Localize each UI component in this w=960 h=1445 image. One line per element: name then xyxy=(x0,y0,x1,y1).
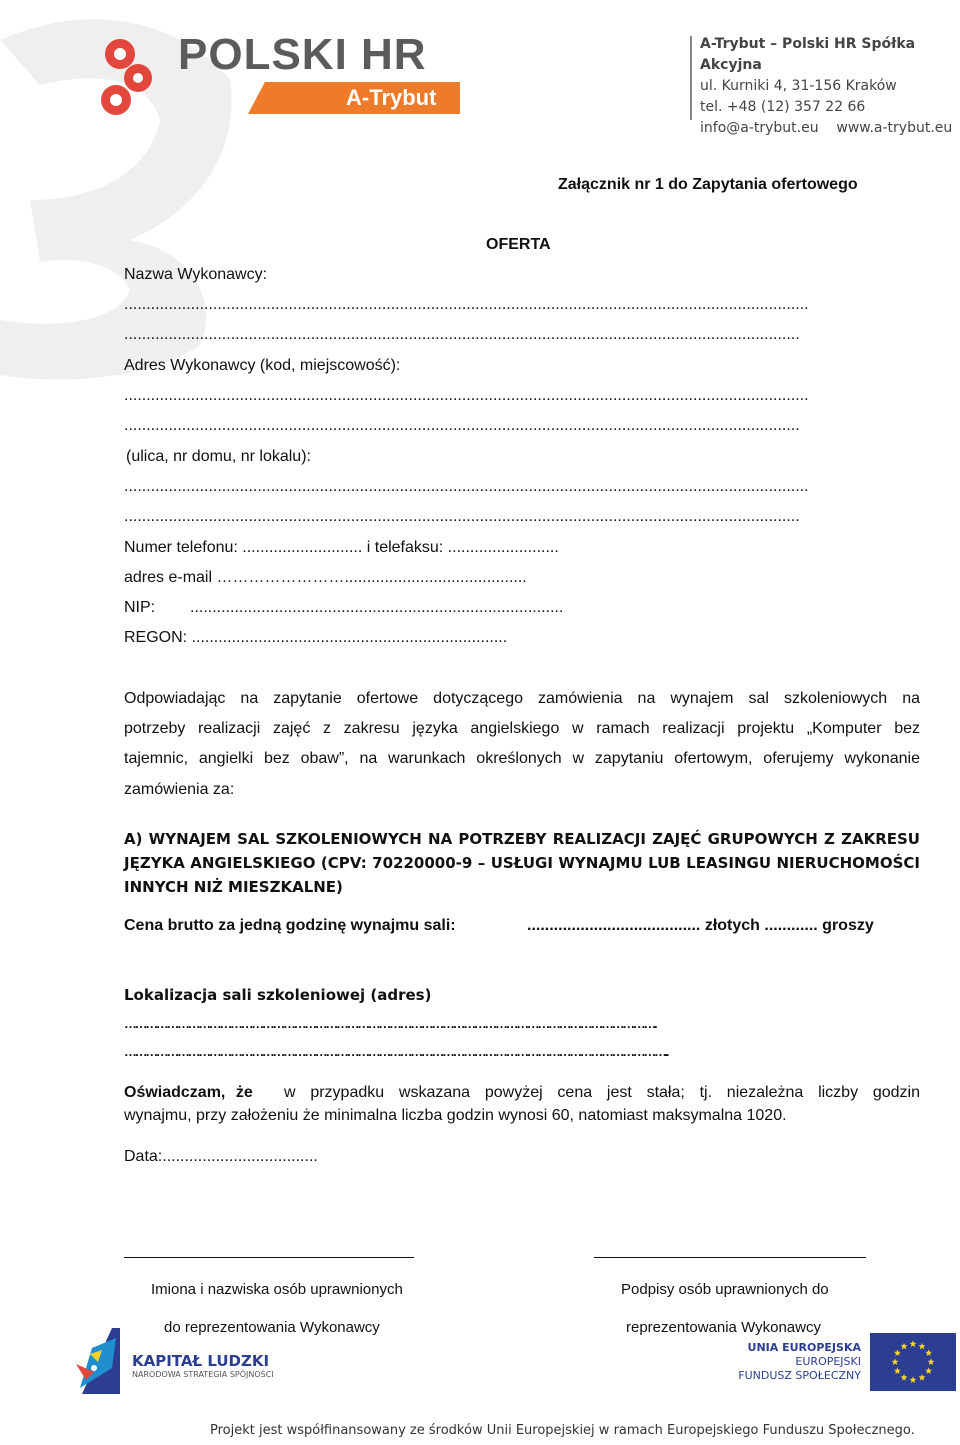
signature-left-label-2: do reprezentowania Wykonawcy xyxy=(164,1319,380,1336)
company-logo xyxy=(98,30,468,125)
eu-flag-icon xyxy=(870,1333,956,1391)
signature-line-right xyxy=(594,1257,866,1258)
nip-label: NIP: xyxy=(124,599,156,616)
eu-union-label: UNIA EUROPEJSKA xyxy=(747,1341,861,1354)
section-a-line-1: A) WYNAJEM SAL SZKOLENIOWYCH NA POTRZEBY REALIZACJI ZAJĘĆ GRUPOWYCH Z ZAKRESU xyxy=(124,830,920,848)
company-phone: tel. +48 (12) 357 22 66 xyxy=(700,99,866,115)
intro-line-2: potrzeby realizacji zajęć z zakresu języka angielskiego w ramach realizacji projektu „Komputer bez xyxy=(124,720,920,737)
kapital-ludzki-icon xyxy=(72,1328,120,1394)
regon-line: REGON: ....................................................................... xyxy=(124,629,508,646)
puzzle-logo-icon xyxy=(98,36,160,116)
company-contact: info@a-trybut.eu www.a-trybut.eu xyxy=(700,120,953,136)
address-dots-1: .......................................................................................................................................................... xyxy=(124,387,809,404)
street-dots-2: ........................................................................................................................................................ xyxy=(124,508,800,525)
name-dots-2: ........................................................................................................................................................ xyxy=(124,326,800,343)
statement-lead: Oświadczam, że xyxy=(124,1084,253,1101)
logo-main-text: POLSKI HR xyxy=(178,30,427,79)
name-dots-1: .......................................................................................................................................................... xyxy=(124,296,809,313)
kapital-ludzki-subtitle: NARODOWA STRATEGIA SPÓJNOŚCI xyxy=(132,1370,274,1379)
company-name: A-Trybut – Polski HR Spółka Akcyjna xyxy=(700,36,916,73)
signature-right-label-1: Podpisy osób uprawnionych do xyxy=(621,1281,829,1298)
address-dots-2: ........................................................................................................................................................ xyxy=(124,417,800,434)
eu-fund-label-2: FUNDUSZ SPOŁECZNY xyxy=(738,1369,861,1382)
logo-sub-text: A-Trybut xyxy=(346,85,437,110)
statement-line-1: w przypadku wskazana powyżej cena jest stała; tj. niezależna liczby godzin xyxy=(284,1084,920,1101)
location-dots-2: ……………………………………………………………………………………………………………………………………….. xyxy=(124,1044,668,1059)
document-title: OFERTA xyxy=(486,236,551,253)
address-label: Adres Wykonawcy (kod, miejscowość): xyxy=(124,357,401,374)
price-value: ....................................... złotych ............ groszy xyxy=(527,917,874,934)
header-contact xyxy=(700,34,960,139)
name-label: Nazwa Wykonawcy: xyxy=(124,266,268,283)
signature-left-label-1: Imiona i nazwiska osób uprawnionych xyxy=(151,1281,403,1298)
price-label: Cena brutto za jedną godzinę wynajmu sali: xyxy=(124,917,456,934)
statement-line-2: wynajmu, przy założeniu że minimalna liczba godzin wynosi 60, natomiast maksymalna 1020. xyxy=(124,1107,787,1124)
signature-right-label-2: reprezentowania Wykonawcy xyxy=(626,1319,821,1336)
phone-line: Numer telefonu: ........................... i telefaksu: ......................... xyxy=(124,539,559,556)
location-dots-1: ……………………………………………………………………………………………………………………………………. xyxy=(124,1016,656,1031)
intro-line-3: tajemnic, angielki bez obaw”, na warunkach określonych w zapytaniu ofertowym, oferujemy wykonanie xyxy=(124,750,920,767)
nip-dots: .................................................................................... xyxy=(190,599,564,616)
street-label: (ulica, nr domu, nr lokalu): xyxy=(126,448,311,465)
intro-line-1: Odpowiadając na zapytanie ofertowe dotyczącego zamówienia na wynajem sal szkoleniowych na xyxy=(124,690,920,707)
company-address: ul. Kurniki 4, 31-156 Kraków xyxy=(700,78,897,94)
location-label: Lokalizacja sali szkoleniowej (adres) xyxy=(124,986,432,1004)
section-a-line-3: INNYCH NIŻ MIESZKALNE) xyxy=(124,878,343,896)
header-divider xyxy=(690,36,692,120)
eu-text xyxy=(730,1341,861,1383)
intro-line-4: zamówienia za: xyxy=(124,781,235,798)
section-a-line-2: JĘZYKA ANGIELSKIEGO (CPV: 70220000-9 – USŁUGI WYNAJMU LUB LEASINGU NIERUCHOMOŚCI xyxy=(124,854,920,872)
date-line: Data:................................... xyxy=(124,1148,318,1165)
email-line: adres e-mail ……………………......................................... xyxy=(124,569,527,586)
signature-line-left xyxy=(124,1257,414,1258)
attachment-heading: Załącznik nr 1 do Zapytania ofertowego xyxy=(558,176,858,193)
street-dots-1: .......................................................................................................................................................... xyxy=(124,478,809,495)
eu-fund-label-1: EUROPEJSKI xyxy=(795,1355,861,1368)
kapital-ludzki-title: KAPITAŁ LUDZKI xyxy=(132,1352,270,1370)
cofinance-note: Projekt jest współfinansowany ze środków Unii Europejskiej w ramach Europejskiego Funduszu Społecznego. xyxy=(210,1423,915,1438)
